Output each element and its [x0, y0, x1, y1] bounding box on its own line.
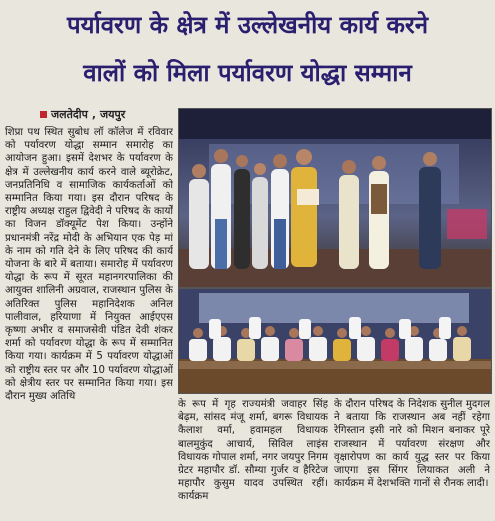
article-column-1: शिप्रा पथ स्थित सुबोध लॉ कॉलेज में रविवार को पर्यावरण योद्धा सम्मान समारोह का आयोजन हुआ। इसमें देशभर के पर्यावरण के क्षेत्र में उल्लेखनीय कार्य करने वाले ब्यूरोक्रेट, जनप्रतिनिधि व सामाजिक कार्यकर्ताओं को सम्मानित किया गया। इस दौरान परिषद के राष्ट्रीय अध्यक्ष राहुल द्विवेदी ने परिषद के कार्यों का विजन डॉक्यूमेंट पेश किया। उन्होंने प्रधानमंत्री नरेंद्र मोदी के अभियान एक पेड़ मां के नाम को गति देने के लिए परिषद की कार्य योजना के बारे में बताया। समारोह में पर्यावरण योद्धा के रूप में सूरत महानगरपालिका की आयुक्त शालिनी अग्रवाल, राजस्थान पुलिस के अतिरिक्त पुलिस महानिदेशक अनिल पालीवाल, हरियाणा में नियुक्त आईएएस कृष्णा अभीर व समाजसेवी पंडित देवी शंकर शर्मा को पर्यावरण योद्धा के रूप में सम्मानित किया गया। कार्यक्रम में 5 पर्यावरण योद्धाओं को राष्ट्रीय स्तर पर और 10 पर्यावरण योद्धाओं को क्षेत्रीय स्तर पर सम्मानित किया गया। इस दौरान मुख्य अतिथि: [5, 127, 173, 403]
byline-separator: ,: [91, 108, 97, 121]
guests-photo-image: [179, 289, 491, 393]
byline: [40, 107, 125, 122]
headline-line-2: वालों को मिला पर्यावरण योद्धा सम्मान: [83, 59, 412, 87]
byline-marker-icon: [40, 111, 47, 118]
ceremony-photo: [178, 108, 492, 288]
byline-source: जलतेदीप: [51, 108, 88, 121]
byline-city: जयपुर: [100, 108, 126, 121]
ceremony-photo-image: [179, 109, 491, 287]
headline-line-1: पर्यावरण के क्षेत्र में उल्लेखनीय कार्य करने: [66, 11, 429, 39]
guests-photo: [178, 288, 492, 394]
article-column-3: के दौरान परिषद के निदेशक सुनील मुदगल ने बताया कि राजस्थान अब नहीं रहेगा रेगिस्तान इसी नारे को मिशन बनाकर पूरे राजस्थान में पर्यावरण संरक्षण और वृक्षारोपण का कार्य युद्ध स्तर पर किया जाएगा इस सिंगर लियाकत अली ने कार्यक्रम में देशभक्ति गानों से रौनक लादी।: [334, 399, 490, 490]
headline: [0, 0, 495, 98]
article-column-2: के रूप में गृह राज्यमंत्री जवाहर सिंह बेढ़म, सांसद मंजू शर्मा, बगरू विधायक कैलाश वर्मा, हवामहल विधायक बालमुकुंद आचार्य, सिविल लाइंस विधायक गोपाल शर्मा, नगर जयपुर निगम ग्रेटर महापौर डॉ. सौम्या गुर्जर व हैरिटेज महापौर कुसुम यादव उपस्थित रहीं। कार्यक्रम: [178, 399, 328, 503]
